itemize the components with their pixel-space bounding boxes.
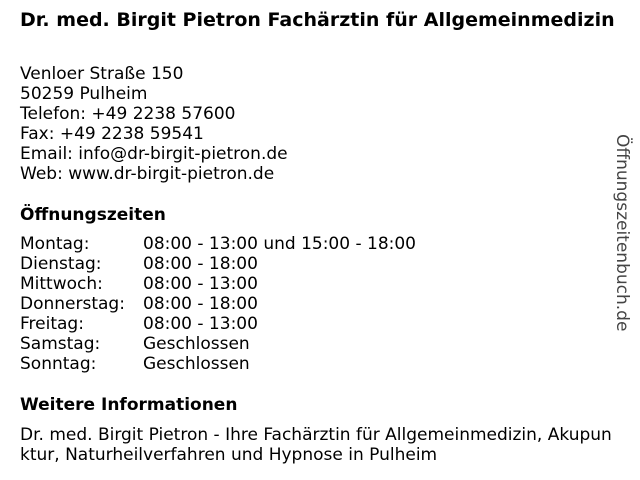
hours-time: Geschlossen [143, 354, 250, 374]
page-title: Dr. med. Birgit Pietron Fachärztin für Allgemeinmedizin [20, 9, 615, 31]
hours-row-thursday [20, 294, 416, 314]
hours-day: Samstag: [20, 334, 101, 354]
hours-time: 08:00 - 13:00 und 15:00 - 18:00 [143, 234, 416, 254]
phone-number: Telefon: +49 2238 57600 [20, 104, 236, 124]
website-address: Web: www.dr-birgit-pietron.de [20, 164, 275, 184]
hours-day: Freitag: [20, 314, 84, 334]
hours-time: Geschlossen [143, 334, 250, 354]
hours-day: Donnerstag: [20, 294, 125, 314]
hours-day: Sonntag: [20, 354, 97, 374]
hours-row-friday [20, 314, 416, 334]
hours-time: 08:00 - 18:00 [143, 254, 258, 274]
address-block [20, 64, 288, 184]
hours-day: Dienstag: [20, 254, 102, 274]
hours-time: 08:00 - 18:00 [143, 294, 258, 314]
hours-row-sunday [20, 354, 416, 374]
more-info-text: Dr. med. Birgit Pietron - Ihre Fachärztin für Allgemeinmedizin, Akupunktur, Naturheilverfahren und Hypnose in Pulheim [20, 425, 612, 465]
address-city: 50259 Pulheim [20, 84, 148, 104]
fax-number: Fax: +49 2238 59541 [20, 124, 204, 144]
hours-day: Montag: [20, 234, 90, 254]
hours-day: Mittwoch: [20, 274, 103, 294]
opening-hours-heading: Öffnungszeiten [20, 205, 166, 225]
address-street: Venloer Straße 150 [20, 64, 184, 84]
more-info-heading: Weitere Informationen [20, 395, 238, 415]
hours-row-tuesday [20, 254, 416, 274]
opening-hours-table [20, 234, 416, 374]
hours-row-saturday [20, 334, 416, 354]
email-address: Email: info@dr-birgit-pietron.de [20, 144, 288, 164]
hours-row-wednesday [20, 274, 416, 294]
watermark-text: Öffnungszeitenbuch.de [612, 134, 632, 332]
hours-time: 08:00 - 13:00 [143, 314, 258, 334]
hours-time: 08:00 - 13:00 [143, 274, 258, 294]
hours-row-monday [20, 234, 416, 254]
